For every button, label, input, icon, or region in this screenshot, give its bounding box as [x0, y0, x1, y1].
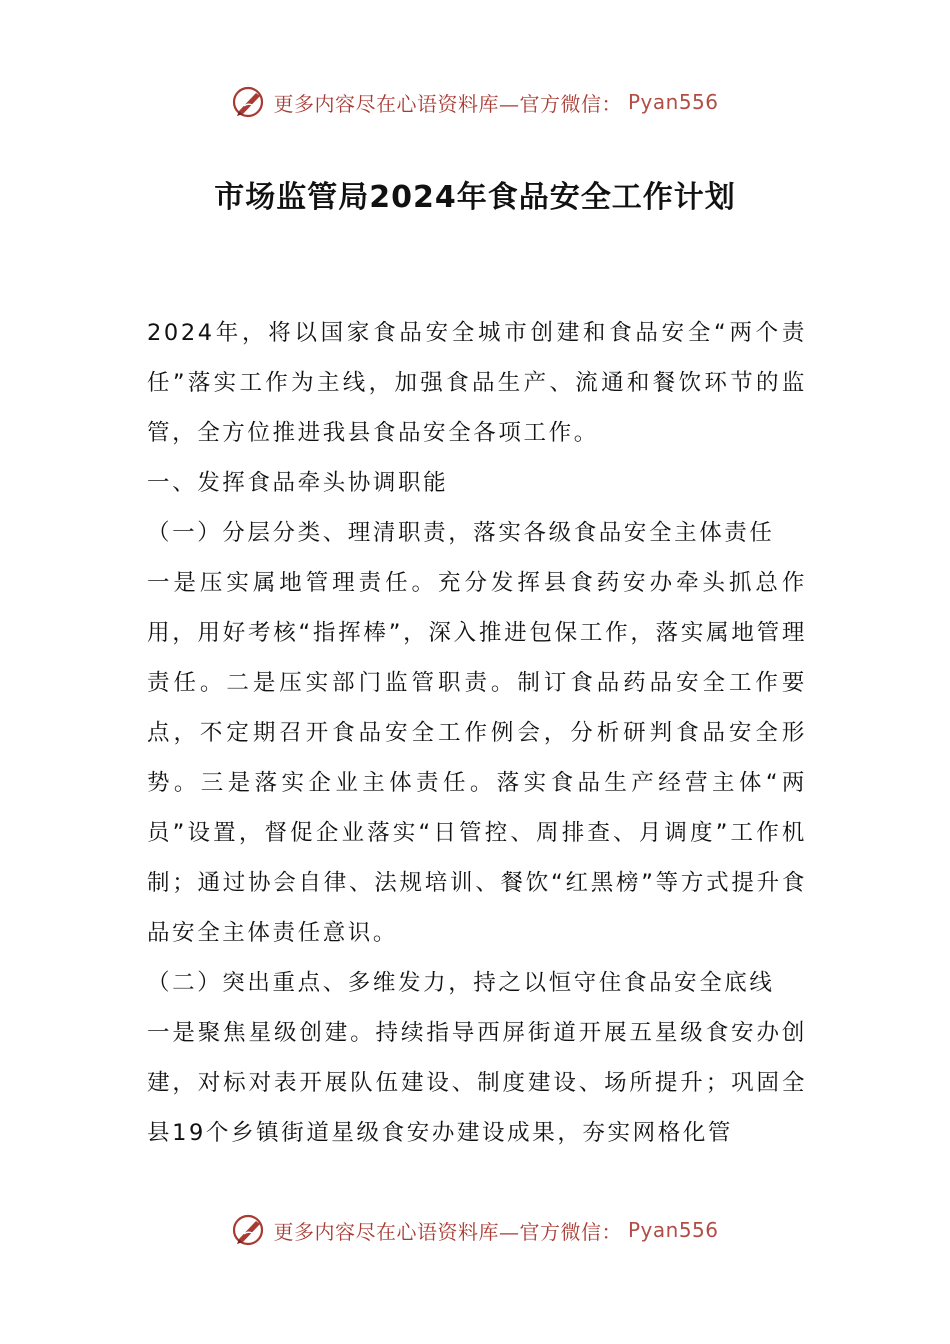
watermark-header — [0, 84, 950, 120]
watermark-footer — [0, 1212, 950, 1248]
pen-logo-icon — [231, 1212, 267, 1248]
document-body — [147, 308, 807, 1158]
pen-logo-icon — [231, 84, 267, 120]
intro-paragraph: 2024年，将以国家食品安全城市创建和食品安全“两个责任”落实工作为主线，加强食品生产、流通和餐饮环节的监管，全方位推进我县食品安全各项工作。 — [147, 320, 807, 446]
watermark-account: Pyan556 — [627, 90, 719, 114]
document-title: 市场监管局2024年食品安全工作计划 — [214, 180, 736, 215]
body-paragraph: 一是聚焦星级创建。持续指导西屏街道开展五星级食安办创建，对标对表开展队伍建设、制度建设、场所提升；巩固全县19个乡镇街道星级食安办建设成果，夯实网格化管 — [147, 1020, 807, 1146]
watermark-text: 更多内容尽在心语资料库—官方微信： — [273, 1219, 622, 1244]
watermark-text: 更多内容尽在心语资料库—官方微信： — [273, 91, 622, 116]
subsection-heading: （一）分层分类、理清职责，落实各级食品安全主体责任 — [147, 520, 775, 546]
section-heading: 一、发挥食品牵头协调职能 — [147, 470, 449, 496]
body-paragraph: 一是压实属地管理责任。充分发挥县食药安办牵头抓总作用，用好考核“指挥棒”，深入推进包保工作，落实属地管理责任。二是压实部门监管职责。制订食品药品安全工作要点，不定期召开食品安全工作例会，分析研判食品安全形势。三是落实企业主体责任。落实食品生产经营主体“两员”设置，督促企业落实“日管控、周排查、月调度”工作机制；通过协会自律、法规培训、餐饮“红黑榜”等方式提升食品安全主体责任意识。 — [147, 570, 807, 946]
watermark-account: Pyan556 — [627, 1218, 719, 1242]
subsection-heading: （二）突出重点、多维发力，持之以恒守住食品安全底线 — [147, 970, 775, 996]
